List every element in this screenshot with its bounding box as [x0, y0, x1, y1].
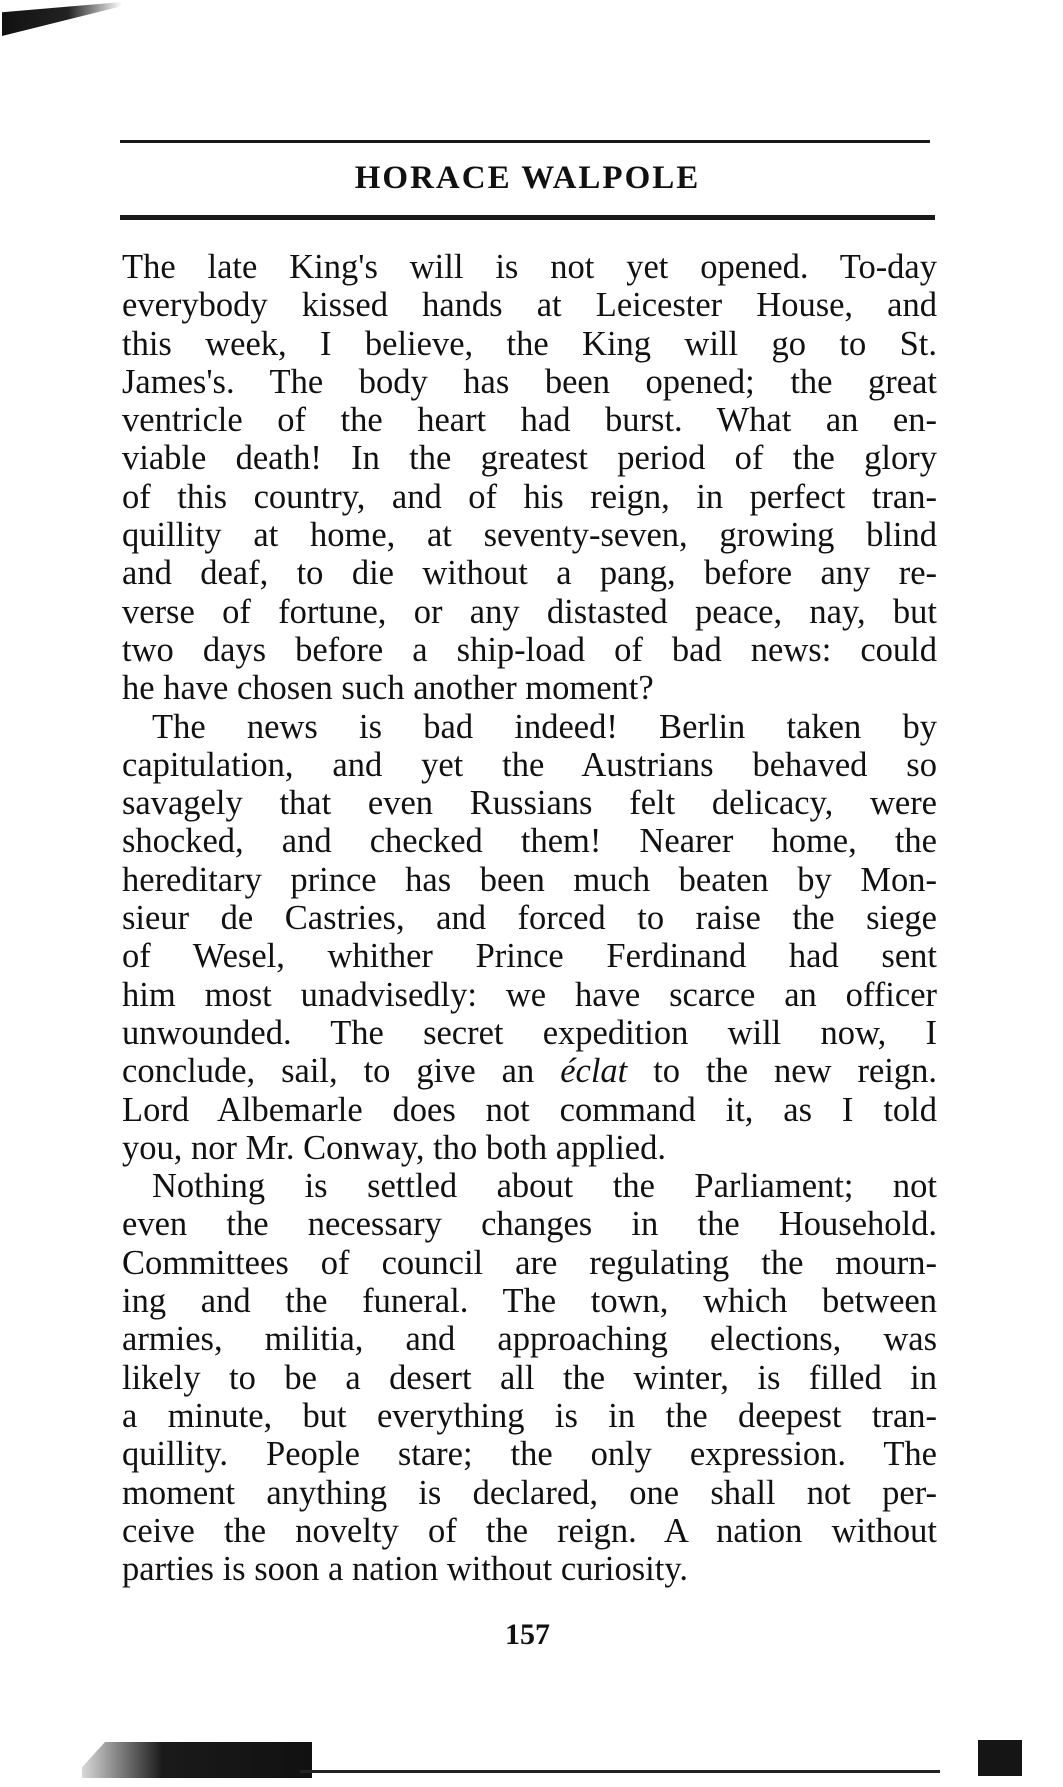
scan-artifact-bottom-right [978, 1740, 1022, 1776]
text-line: viable death! In the greatest period of the glory [122, 439, 937, 478]
text-line: everybody kissed hands at Leicester House, and [122, 286, 937, 325]
text-line: of this country, and of his reign, in perfect tran- [122, 477, 937, 516]
page-number: 157 [505, 1618, 550, 1651]
scan-artifact-top [2, 2, 122, 36]
text-line: this week, I believe, the King will go to St. [122, 324, 937, 363]
body-text [122, 248, 937, 1588]
text-line: quillity at home, at seventy-seven, growing blind [122, 516, 937, 555]
text-line: ceive the novelty of the reign. A nation without [122, 1511, 937, 1550]
text-line: likely to be a desert all the winter, is filled in [122, 1358, 937, 1397]
text-line: parties is soon a nation without curiosity. [122, 1550, 688, 1589]
text-line: quillity. People stare; the only expression. The [122, 1435, 937, 1474]
text-line: ing and the funeral. The town, which between [122, 1282, 937, 1321]
text-line: Nothing is settled about the Parliament; not [152, 1167, 937, 1206]
header-rule-top [120, 140, 930, 143]
text-line: shocked, and checked them! Nearer home, the [122, 822, 937, 861]
text-line: armies, militia, and approaching elections, was [122, 1320, 937, 1359]
text-line: Committees of council are regulating the mourn- [122, 1243, 937, 1282]
text-line: moment anything is declared, one shall not per- [122, 1473, 937, 1512]
text-line: him most unadvisedly: we have scarce an officer [122, 975, 937, 1014]
text-line: conclude, sail, to give an éclat to the new reign. [122, 1052, 937, 1091]
text-line: savagely that even Russians felt delicacy, were [122, 784, 937, 823]
text-line: The news is bad indeed! Berlin taken by [152, 707, 937, 746]
text-line: unwounded. The secret expedition will now, I [122, 1013, 937, 1052]
scan-artifact-bottom-rule [300, 1770, 940, 1773]
text-line: James's. The body has been opened; the great [122, 362, 937, 401]
text-line: two days before a ship-load of bad news: could [122, 630, 937, 669]
header-rule-bottom [120, 215, 935, 220]
text-line: even the necessary changes in the Household. [122, 1205, 937, 1244]
scan-artifact-bottom-left [82, 1742, 312, 1778]
italic-word: éclat [560, 1052, 628, 1091]
text-line: The late King's will is not yet opened. To-day [122, 248, 937, 286]
text-line: capitulation, and yet the Austrians behaved so [122, 745, 937, 784]
text-line: you, nor Mr. Conway, tho both applied. [122, 1128, 666, 1167]
text-line: a minute, but everything is in the deepest tran- [122, 1396, 937, 1435]
text-line: Lord Albemarle does not command it, as I told [122, 1090, 937, 1129]
text-line: he have chosen such another moment? [122, 669, 654, 708]
text-line: verse of fortune, or any distasted peace, nay, but [122, 592, 937, 631]
text-line: and deaf, to die without a pang, before any re- [122, 554, 937, 593]
text-line: sieur de Castries, and forced to raise the siege [122, 899, 937, 938]
text-line: of Wesel, whither Prince Ferdinand had sent [122, 937, 937, 976]
text-line: hereditary prince has been much beaten by Mon- [122, 860, 937, 899]
running-title: HORACE WALPOLE [354, 160, 701, 196]
text-line: ventricle of the heart had burst. What an en- [122, 401, 937, 440]
